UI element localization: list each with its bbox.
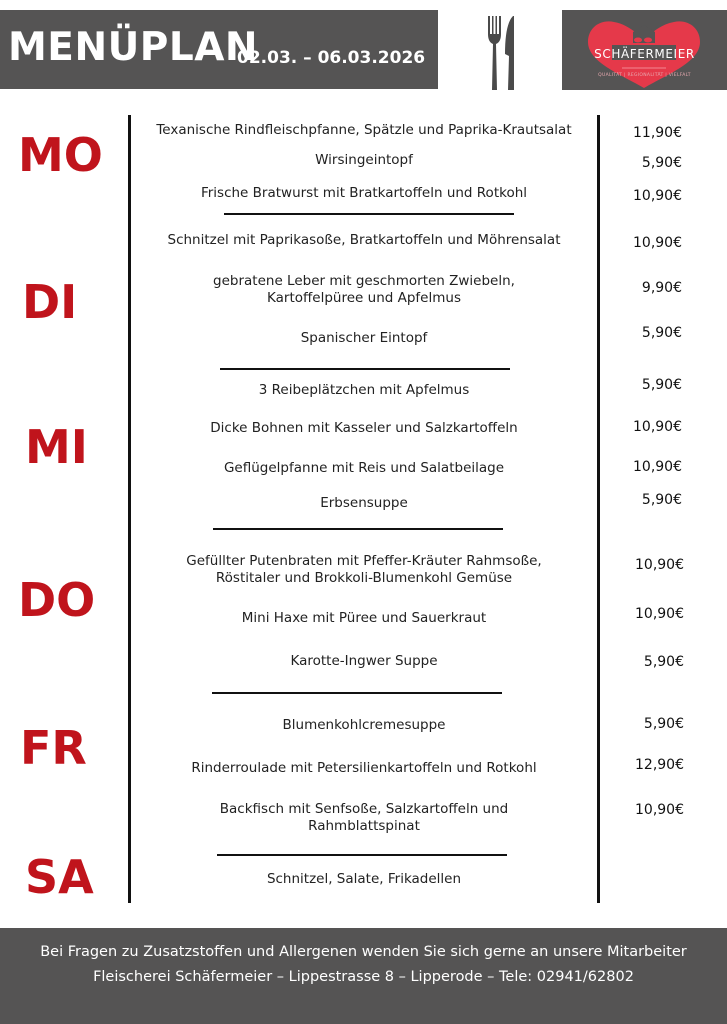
day-separator [220,368,510,370]
day-label-mo: MO [18,128,103,182]
dish-name: Rinderroulade mit Petersilienkartoffeln und Rotkohl [191,760,537,776]
dish-name: Schnitzel mit Paprikasoße, Bratkartoffeln und Möhrensalat [167,232,561,248]
dish-name: Gefüllter Putenbraten mit Pfeffer-Kräuter Rahmsoße, [186,553,542,569]
dish-price: 9,90€ [641,280,682,296]
dish-name: gebratene Leber mit geschmorten Zwiebeln, [213,273,515,289]
day-separator [212,692,502,694]
right-divider [597,115,600,903]
dish-name: Geflügelpfanne mit Reis und Salatbeilage [223,460,505,476]
day-label-di: DI [22,275,78,329]
dish-price: 11,90€ [633,125,682,141]
page-title: MENÜPLAN [8,25,259,70]
footer-allergen-note: Bei Fragen zu Zusatzstoffen und Allergenen wenden Sie sich gerne an unsere Mitarbeiter [40,944,687,960]
dish-price: 10,90€ [633,188,682,204]
dish-name: Blumenkohlcremesuppe [282,717,446,733]
dish-price: 10,90€ [633,419,682,435]
logo [562,10,727,90]
dish-name: 3 Reibeplätzchen mit Apfelmus [258,382,470,398]
dish-name: Karotte-Ingwer Suppe [290,653,438,669]
dish-name: Frische Bratwurst mit Bratkartoffeln und Rotkohl [200,185,528,201]
footer-contact: Fleischerei Schäfermeier – Lippestrasse 8 – Lipperode – Tele: 02941/62802 [93,969,634,985]
cutlery-icon [486,14,520,92]
dish-price: 10,90€ [635,802,684,818]
dish-name: Texanische Rindfleischpfanne, Spätzle und Paprika-Krautsalat [156,122,572,138]
day-label-fr: FR [20,721,87,775]
day-separator [217,854,507,856]
day-label-sa: SA [25,850,94,904]
footer [0,928,727,1024]
dish-name: Dicke Bohnen mit Kasseler und Salzkartoffeln [210,420,518,436]
date-range: 02.03. – 06.03.2026 [237,48,426,68]
dish-price: 5,90€ [643,716,684,732]
dish-name: Spanischer Eintopf [300,330,428,346]
dish-name: Schnitzel, Salate, Frikadellen [266,871,462,887]
dish-name: Wirsingeintopf [315,152,413,168]
dish-name: Backfisch mit Senfsoße, Salzkartoffeln und [219,801,509,817]
dish-price: 12,90€ [635,757,684,773]
dish-price: 5,90€ [641,492,682,508]
dish-price: 10,90€ [635,606,684,622]
logo-name: SCHÄFERMEIER [594,47,695,61]
logo-tagline: QUALITÄT | REGIONALITÄT | VIELFALT [598,73,691,78]
dish-name: Mini Haxe mit Püree und Sauerkraut [241,610,487,626]
dish-price: 5,90€ [641,377,682,393]
header-bar [0,10,438,89]
day-separator [213,528,503,530]
dish-name-line2: Kartoffelpüree und Apfelmus [267,290,461,306]
dish-name: Erbsensuppe [320,495,408,511]
dish-price: 10,90€ [635,557,684,573]
dish-name-line2: Rahmblattspinat [308,818,420,834]
dish-price: 10,90€ [633,235,682,251]
day-label-do: DO [18,573,96,627]
dish-price: 5,90€ [643,654,684,670]
dish-price: 5,90€ [641,325,682,341]
dish-name-line2: Röstitaler und Brokkoli-Blumenkohl Gemüse [215,570,513,586]
dish-price: 10,90€ [633,459,682,475]
day-separator [224,213,514,215]
left-divider [128,115,131,903]
day-label-mi: MI [25,420,88,474]
dish-price: 5,90€ [641,155,682,171]
